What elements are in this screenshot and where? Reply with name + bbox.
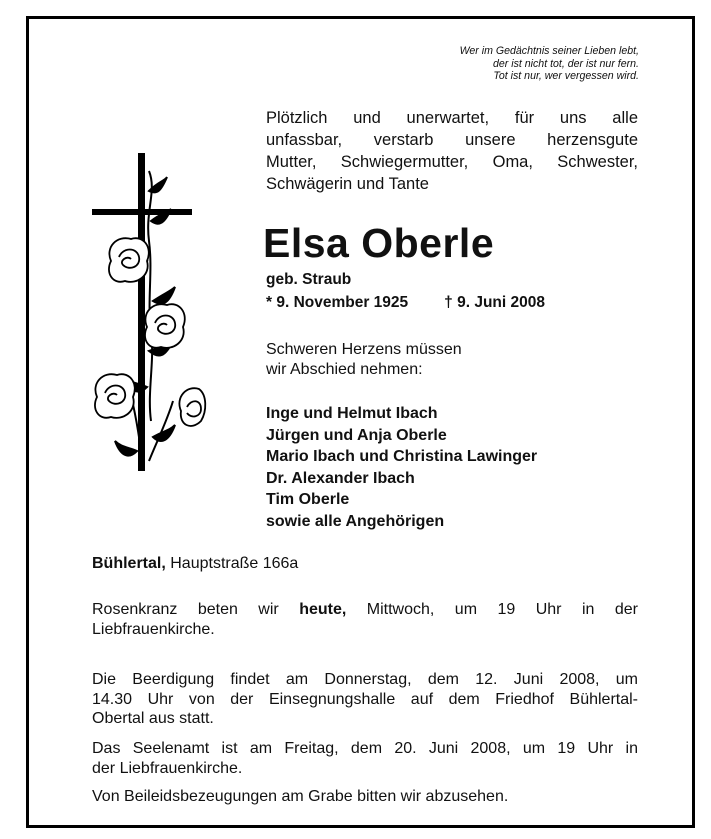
rosary-church: Liebfrauenkirche.	[92, 620, 215, 638]
farewell-line: Schweren Herzens müssen	[266, 341, 462, 358]
condolence-note: Von Beileidsbezeugungen am Grabe bitten wir abzusehen.	[92, 788, 509, 805]
funeral-line: 14.30 Uhr von der Einsegnungshalle auf dem Friedhof Bühlertal-	[92, 690, 638, 708]
maiden-name: geb. Straub	[266, 271, 352, 288]
mourner-entry: Mario Ibach und Christina Lawinger	[266, 448, 538, 465]
funeral-line: Obertal aus statt.	[92, 710, 214, 727]
mourner-entry: Inge und Helmut Ibach	[266, 405, 438, 422]
memorial-quote	[409, 45, 639, 83]
mourner-entry: Tim Oberle	[266, 491, 350, 508]
address-street: Hauptstraße 166a	[170, 555, 299, 572]
intro-line: Plötzlich und unerwartet, für uns alle	[266, 109, 638, 127]
rosary-day: heute,	[299, 601, 347, 618]
family-address	[92, 555, 298, 573]
cross-with-roses-icon	[87, 151, 207, 471]
mourner-entry: sowie alle Angehörigen	[266, 512, 445, 530]
requiem-notice	[92, 739, 638, 778]
notice-frame	[26, 16, 695, 828]
rosary-line	[92, 600, 638, 620]
death-date: † 9. Juni 2008	[444, 294, 545, 311]
rosary-notice	[92, 600, 638, 639]
mass-line: Das Seelenamt ist am Freitag, dem 20. Juni 2008, um 19 Uhr in	[92, 740, 638, 757]
mourner-entry: Jürgen und Anja Oberle	[266, 426, 447, 444]
deceased-name: Elsa Oberle	[263, 220, 495, 266]
quote-line: der ist nicht tot, der ist nur fern.	[492, 57, 639, 70]
rosary-post: Mittwoch, um 19 Uhr in der	[366, 601, 638, 618]
farewell-text	[266, 340, 462, 380]
intro-line: Schwägerin und Tante	[266, 175, 429, 193]
quote-line: Tot ist nur, wer vergessen wird.	[493, 70, 639, 82]
farewell-line: wir Abschied nehmen:	[266, 361, 423, 378]
mourner-entry: Dr. Alexander Ibach	[266, 469, 415, 487]
intro-line: unfassbar, verstarb unsere herzensgute	[266, 131, 638, 149]
rosary-pre: Rosenkranz beten wir	[92, 601, 279, 618]
intro-line: Mutter, Schwiegermutter, Oma, Schwester,	[266, 153, 638, 171]
mourners-list	[266, 403, 537, 532]
life-dates	[266, 294, 545, 312]
quote-line: Wer im Gedächtnis seiner Lieben lebt,	[459, 45, 639, 57]
intro-text	[266, 107, 638, 195]
address-town: Bühlertal,	[92, 555, 166, 572]
mass-line: der Liebfrauenkirche.	[92, 759, 243, 777]
funeral-line: Die Beerdigung findet am Donnerstag, dem 12. Juni 2008, um	[92, 671, 638, 688]
birth-date: * 9. November 1925	[266, 294, 409, 311]
funeral-notice	[92, 670, 638, 729]
